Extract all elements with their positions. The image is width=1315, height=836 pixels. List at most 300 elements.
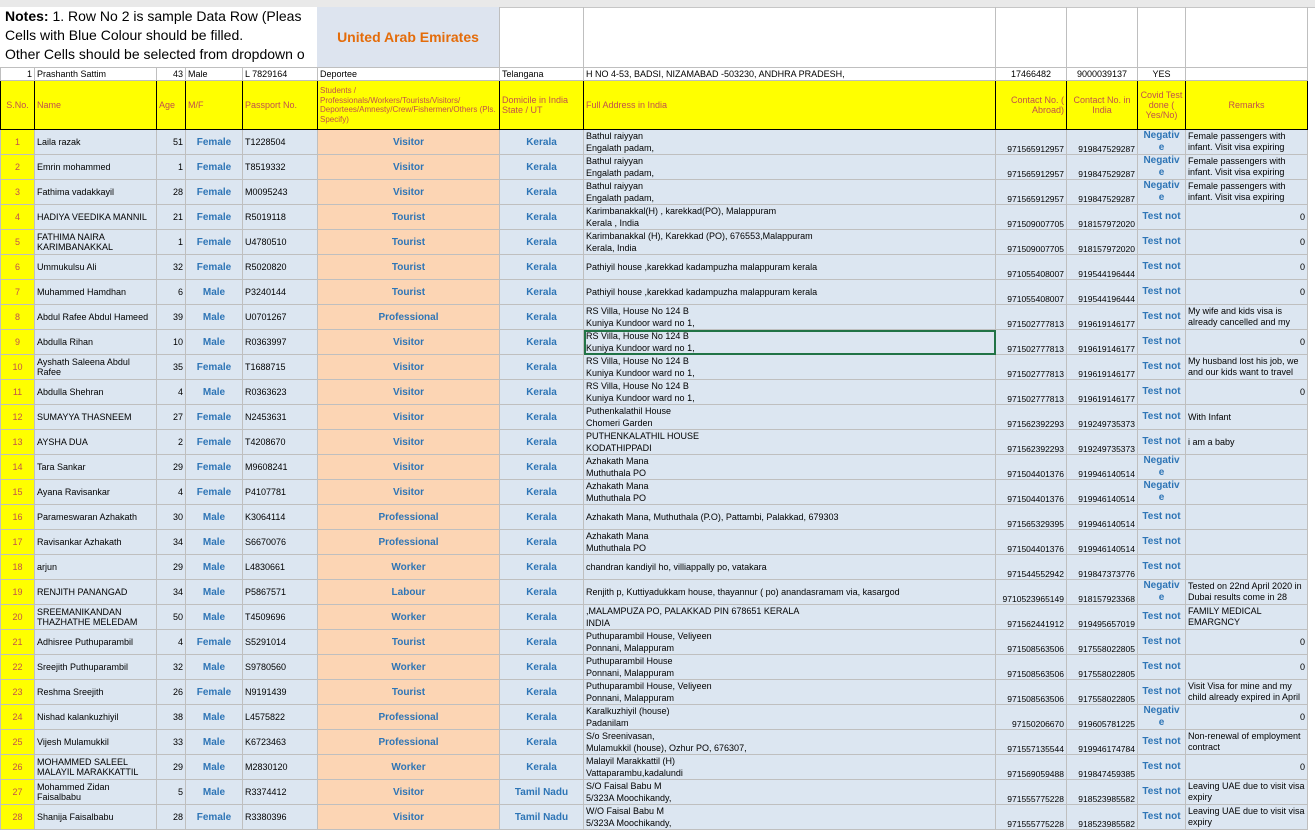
cell-address[interactable]: Puthenkalathil House Chomeri Garden [584, 405, 996, 430]
cell-remarks[interactable]: 0 [1186, 630, 1308, 655]
cell-contact-india[interactable]: 919946140514 [1067, 480, 1138, 505]
cell-age[interactable]: 29 [157, 755, 186, 780]
cell-sno[interactable]: 1 [1, 130, 35, 155]
cell-address[interactable]: S/O Faisal Babu M 5/323A Moochikandy, [584, 780, 996, 805]
cell-domicile[interactable]: Kerala [500, 730, 584, 755]
cell-sno[interactable]: 26 [1, 755, 35, 780]
cell-gender[interactable]: Male [186, 330, 243, 355]
sample-remarks[interactable] [1186, 68, 1308, 81]
header-name[interactable]: Name [35, 81, 157, 130]
cell-domicile[interactable]: Kerala [500, 330, 584, 355]
cell-contact-india[interactable]: 918157923368 [1067, 580, 1138, 605]
cell-domicile[interactable]: Kerala [500, 505, 584, 530]
cell-name[interactable]: SREEMANIKANDAN THAZHATHE MELEDAM [35, 605, 157, 630]
cell-contact-abroad[interactable]: 971504401376 [996, 530, 1067, 555]
cell-name[interactable]: Reshma Sreejith [35, 680, 157, 705]
cell-age[interactable]: 50 [157, 605, 186, 630]
cell-address[interactable]: Puthuparambil House, Veliyeen Ponnani, Malappuram [584, 680, 996, 705]
cell-contact-abroad[interactable]: 971502777813 [996, 330, 1067, 355]
cell-age[interactable]: 28 [157, 180, 186, 205]
cell-covid[interactable]: Negativ e [1138, 705, 1186, 730]
cell-category[interactable]: Tourist [318, 205, 500, 230]
cell-contact-abroad[interactable]: 971565912957 [996, 180, 1067, 205]
cell-domicile[interactable]: Kerala [500, 705, 584, 730]
cell-covid[interactable]: Test not [1138, 605, 1186, 630]
cell-covid[interactable]: Test not [1138, 655, 1186, 680]
cell-contact-abroad[interactable]: 971562441912 [996, 605, 1067, 630]
cell-passport[interactable]: N2453631 [243, 405, 318, 430]
cell-domicile[interactable]: Kerala [500, 755, 584, 780]
cell-name[interactable]: Abdulla Rihan [35, 330, 157, 355]
cell-age[interactable]: 33 [157, 730, 186, 755]
cell-passport[interactable]: T4208670 [243, 430, 318, 455]
cell-gender[interactable]: Female [186, 805, 243, 830]
cell-domicile[interactable]: Kerala [500, 580, 584, 605]
cell-contact-abroad[interactable]: 971555775228 [996, 780, 1067, 805]
cell-contact-abroad[interactable]: 971565912957 [996, 155, 1067, 180]
cell-category[interactable]: Tourist [318, 630, 500, 655]
cell-age[interactable]: 35 [157, 355, 186, 380]
sample-passport[interactable]: L 7829164 [243, 68, 318, 81]
cell-sno[interactable]: 6 [1, 255, 35, 280]
cell-passport[interactable]: R3380396 [243, 805, 318, 830]
cell-gender[interactable]: Female [186, 255, 243, 280]
cell-remarks[interactable]: i am a baby [1186, 430, 1308, 455]
header-covid[interactable]: Covid Test done ( Yes/No) [1138, 81, 1186, 130]
cell-category[interactable]: Visitor [318, 155, 500, 180]
cell-remarks[interactable] [1186, 505, 1308, 530]
cell-passport[interactable]: K3064114 [243, 505, 318, 530]
cell-covid[interactable]: Negativ e [1138, 180, 1186, 205]
cell-covid[interactable]: Test not [1138, 305, 1186, 330]
cell-name[interactable]: Sreejith Puthuparambil [35, 655, 157, 680]
cell-gender[interactable]: Male [186, 655, 243, 680]
cell-age[interactable]: 38 [157, 705, 186, 730]
cell-gender[interactable]: Female [186, 455, 243, 480]
cell-remarks[interactable]: 0 [1186, 205, 1308, 230]
cell-remarks[interactable]: My husband lost his job, we and our kids want to travel [1186, 355, 1308, 380]
cell-covid[interactable]: Test not [1138, 505, 1186, 530]
cell-domicile[interactable]: Kerala [500, 280, 584, 305]
sample-name[interactable]: Prashanth Sattim [35, 68, 157, 81]
cell-gender[interactable]: Male [186, 305, 243, 330]
cell-category[interactable]: Worker [318, 755, 500, 780]
cell-address[interactable]: Azhakath Mana, Muthuthala (P.O), Pattambi, Palakkad, 679303 [584, 505, 996, 530]
cell-contact-india[interactable]: 917558022805 [1067, 655, 1138, 680]
cell-contact-abroad[interactable]: 971504401376 [996, 480, 1067, 505]
cell-contact-abroad[interactable]: 971555775228 [996, 805, 1067, 830]
cell-sno[interactable]: 20 [1, 605, 35, 630]
cell-remarks[interactable]: 0 [1186, 330, 1308, 355]
empty-top-cell[interactable] [1137, 7, 1186, 67]
cell-name[interactable]: Ummukulsu Ali [35, 255, 157, 280]
cell-contact-abroad[interactable]: 971055408007 [996, 280, 1067, 305]
cell-name[interactable]: MOHAMMED SALEEL MALAYIL MARAKKATTIL [35, 755, 157, 780]
cell-remarks[interactable]: 0 [1186, 705, 1308, 730]
cell-covid[interactable]: Negativ e [1138, 455, 1186, 480]
cell-passport[interactable]: R0363997 [243, 330, 318, 355]
cell-category[interactable]: Visitor [318, 355, 500, 380]
cell-contact-abroad[interactable]: 971509007705 [996, 205, 1067, 230]
cell-domicile[interactable]: Kerala [500, 480, 584, 505]
cell-age[interactable]: 51 [157, 130, 186, 155]
cell-domicile[interactable]: Kerala [500, 180, 584, 205]
cell-category[interactable]: Visitor [318, 455, 500, 480]
cell-sno[interactable]: 18 [1, 555, 35, 580]
cell-age[interactable]: 5 [157, 780, 186, 805]
cell-passport[interactable]: S5291014 [243, 630, 318, 655]
sample-covid[interactable]: YES [1138, 68, 1186, 81]
cell-remarks[interactable] [1186, 455, 1308, 480]
cell-domicile[interactable]: Kerala [500, 455, 584, 480]
cell-domicile[interactable]: Kerala [500, 555, 584, 580]
cell-sno[interactable]: 22 [1, 655, 35, 680]
sample-category[interactable]: Deportee [318, 68, 500, 81]
cell-sno[interactable]: 11 [1, 380, 35, 405]
cell-gender[interactable]: Female [186, 480, 243, 505]
cell-remarks[interactable]: Female passengers with infant. Visit visa expiring [1186, 155, 1308, 180]
cell-covid[interactable]: Test not [1138, 280, 1186, 305]
cell-gender[interactable]: Male [186, 580, 243, 605]
cell-covid[interactable]: Negativ e [1138, 580, 1186, 605]
cell-name[interactable]: Emrin mohammed [35, 155, 157, 180]
cell-passport[interactable]: U0701267 [243, 305, 318, 330]
cell-contact-india[interactable]: 919847529287 [1067, 180, 1138, 205]
cell-sno[interactable]: 25 [1, 730, 35, 755]
cell-contact-abroad[interactable]: 971562392293 [996, 430, 1067, 455]
cell-name[interactable]: Parameswaran Azhakath [35, 505, 157, 530]
cell-age[interactable]: 21 [157, 205, 186, 230]
cell-contact-abroad[interactable]: 971508563506 [996, 630, 1067, 655]
cell-domicile[interactable]: Kerala [500, 380, 584, 405]
header-age[interactable]: Age [157, 81, 186, 130]
cell-covid[interactable]: Test not [1138, 430, 1186, 455]
cell-address[interactable]: RS Villa, House No 124 B Kuniya Kundoor ward no 1, [584, 355, 996, 380]
cell-age[interactable]: 32 [157, 255, 186, 280]
sample-domicile[interactable]: Telangana [500, 68, 584, 81]
cell-address[interactable]: ,MALAMPUZA PO, PALAKKAD PIN 678651 KERALA INDIA [584, 605, 996, 630]
cell-category[interactable]: Visitor [318, 380, 500, 405]
cell-age[interactable]: 4 [157, 480, 186, 505]
cell-covid[interactable]: Negativ e [1138, 480, 1186, 505]
cell-contact-india[interactable]: 919249735373 [1067, 405, 1138, 430]
cell-contact-india[interactable]: 919619146177 [1067, 305, 1138, 330]
cell-age[interactable]: 6 [157, 280, 186, 305]
cell-address[interactable]: Karimbanakkal (H), Karekkad (PO), 676553,Malappuram Kerala, India [584, 230, 996, 255]
cell-sno[interactable]: 13 [1, 430, 35, 455]
cell-contact-abroad[interactable]: 971502777813 [996, 380, 1067, 405]
cell-contact-abroad[interactable]: 971569059488 [996, 755, 1067, 780]
cell-category[interactable]: Professional [318, 705, 500, 730]
cell-gender[interactable]: Male [186, 755, 243, 780]
cell-age[interactable]: 29 [157, 455, 186, 480]
cell-gender[interactable]: Male [186, 530, 243, 555]
cell-name[interactable]: arjun [35, 555, 157, 580]
cell-contact-india[interactable]: 919847373776 [1067, 555, 1138, 580]
cell-age[interactable]: 27 [157, 405, 186, 430]
cell-passport[interactable]: S6670076 [243, 530, 318, 555]
cell-name[interactable]: RENJITH PANANGAD [35, 580, 157, 605]
cell-contact-india[interactable]: 919619146177 [1067, 355, 1138, 380]
cell-domicile[interactable]: Kerala [500, 230, 584, 255]
cell-passport[interactable]: S9780560 [243, 655, 318, 680]
empty-top-cell[interactable] [1066, 7, 1138, 67]
empty-top-cell[interactable] [499, 7, 584, 67]
cell-contact-abroad[interactable]: 971565912957 [996, 130, 1067, 155]
cell-gender[interactable]: Female [186, 130, 243, 155]
cell-age[interactable]: 4 [157, 630, 186, 655]
cell-category[interactable]: Professional [318, 530, 500, 555]
cell-gender[interactable]: Female [186, 430, 243, 455]
cell-gender[interactable]: Female [186, 230, 243, 255]
cell-address[interactable]: RS Villa, House No 124 B Kuniya Kundoor ward no 1, [584, 330, 996, 355]
cell-remarks[interactable]: Non-renewal of employment contract [1186, 730, 1308, 755]
cell-contact-india[interactable]: 917558022805 [1067, 630, 1138, 655]
cell-contact-india[interactable]: 919495657019 [1067, 605, 1138, 630]
cell-domicile[interactable]: Kerala [500, 680, 584, 705]
cell-remarks[interactable] [1186, 480, 1308, 505]
cell-domicile[interactable]: Kerala [500, 155, 584, 180]
cell-contact-abroad[interactable]: 971502777813 [996, 305, 1067, 330]
cell-gender[interactable]: Female [186, 355, 243, 380]
cell-covid[interactable]: Test not [1138, 355, 1186, 380]
cell-contact-abroad[interactable]: 971562392293 [996, 405, 1067, 430]
cell-remarks[interactable]: 0 [1186, 380, 1308, 405]
cell-sno[interactable]: 8 [1, 305, 35, 330]
cell-category[interactable]: Professional [318, 505, 500, 530]
cell-contact-abroad[interactable]: 971055408007 [996, 255, 1067, 280]
cell-covid[interactable]: Test not [1138, 230, 1186, 255]
cell-covid[interactable]: Test not [1138, 205, 1186, 230]
cell-age[interactable]: 1 [157, 230, 186, 255]
sample-sno[interactable]: 1 [1, 68, 35, 81]
cell-passport[interactable]: T8519332 [243, 155, 318, 180]
cell-contact-india[interactable]: 919847529287 [1067, 130, 1138, 155]
cell-domicile[interactable]: Tamil Nadu [500, 805, 584, 830]
cell-name[interactable]: Ayana Ravisankar [35, 480, 157, 505]
cell-contact-india[interactable]: 918157972020 [1067, 205, 1138, 230]
cell-sno[interactable]: 3 [1, 180, 35, 205]
cell-covid[interactable]: Test not [1138, 805, 1186, 830]
cell-sno[interactable]: 12 [1, 405, 35, 430]
cell-contact-india[interactable]: 919946174784 [1067, 730, 1138, 755]
cell-contact-abroad[interactable]: 971565329395 [996, 505, 1067, 530]
cell-contact-india[interactable]: 918523985582 [1067, 780, 1138, 805]
cell-gender[interactable]: Male [186, 505, 243, 530]
cell-contact-india[interactable]: 919619146177 [1067, 380, 1138, 405]
cell-sno[interactable]: 15 [1, 480, 35, 505]
cell-passport[interactable]: M2830120 [243, 755, 318, 780]
cell-sno[interactable]: 27 [1, 780, 35, 805]
cell-remarks[interactable]: 0 [1186, 280, 1308, 305]
cell-category[interactable]: Tourist [318, 680, 500, 705]
cell-domicile[interactable]: Kerala [500, 255, 584, 280]
cell-remarks[interactable] [1186, 555, 1308, 580]
header-contact-india[interactable]: Contact No. in India [1067, 81, 1138, 130]
cell-sno[interactable]: 16 [1, 505, 35, 530]
cell-contact-india[interactable]: 919946140514 [1067, 505, 1138, 530]
cell-name[interactable]: Laila razak [35, 130, 157, 155]
cell-contact-india[interactable]: 919847459385 [1067, 755, 1138, 780]
cell-address[interactable]: Pathiyil house ,karekkad kadampuzha malappuram kerala [584, 280, 996, 305]
header-sno[interactable]: S.No. [1, 81, 35, 130]
cell-name[interactable]: SUMAYYA THASNEEM [35, 405, 157, 430]
cell-gender[interactable]: Female [186, 680, 243, 705]
cell-contact-india[interactable]: 917558022805 [1067, 680, 1138, 705]
cell-domicile[interactable]: Kerala [500, 630, 584, 655]
cell-name[interactable]: AYSHA DUA [35, 430, 157, 455]
cell-gender[interactable]: Female [186, 180, 243, 205]
cell-address[interactable]: RS Villa, House No 124 B Kuniya Kundoor ward no 1, [584, 305, 996, 330]
cell-contact-india[interactable]: 919619146177 [1067, 330, 1138, 355]
cell-remarks[interactable]: Visit Visa for mine and my child already expired in April [1186, 680, 1308, 705]
cell-name[interactable]: Abdulla Shehran [35, 380, 157, 405]
cell-name[interactable]: Mohammed Zidan Faisalbabu [35, 780, 157, 805]
cell-remarks[interactable]: 0 [1186, 655, 1308, 680]
cell-passport[interactable]: R0363623 [243, 380, 318, 405]
cell-category[interactable]: Labour [318, 580, 500, 605]
cell-passport[interactable]: R5019118 [243, 205, 318, 230]
cell-age[interactable]: 39 [157, 305, 186, 330]
cell-remarks[interactable]: 0 [1186, 255, 1308, 280]
cell-covid[interactable]: Test not [1138, 730, 1186, 755]
cell-address[interactable]: Karimbanakkal(H) , karekkad(PO), Malappuram Kerala , India [584, 205, 996, 230]
cell-gender[interactable]: Female [186, 405, 243, 430]
cell-covid[interactable]: Negativ e [1138, 155, 1186, 180]
cell-covid[interactable]: Test not [1138, 755, 1186, 780]
cell-covid[interactable]: Test not [1138, 330, 1186, 355]
cell-age[interactable]: 32 [157, 655, 186, 680]
cell-contact-india[interactable]: 919544196444 [1067, 255, 1138, 280]
header-gender[interactable]: M/F [186, 81, 243, 130]
cell-address[interactable]: Azhakath Mana Muthuthala PO [584, 480, 996, 505]
cell-name[interactable]: Shanija Faisalbabu [35, 805, 157, 830]
cell-category[interactable]: Visitor [318, 780, 500, 805]
cell-contact-india[interactable]: 919544196444 [1067, 280, 1138, 305]
cell-category[interactable]: Tourist [318, 280, 500, 305]
cell-contact-abroad[interactable]: 971502777813 [996, 355, 1067, 380]
cell-name[interactable]: FATHIMA NAIRA KARIMBANAKKAL [35, 230, 157, 255]
cell-name[interactable]: Nishad kalankuzhiyil [35, 705, 157, 730]
cell-remarks[interactable] [1186, 530, 1308, 555]
cell-address[interactable]: Bathul raiyyan Engalath padam, [584, 130, 996, 155]
cell-covid[interactable]: Test not [1138, 780, 1186, 805]
cell-name[interactable]: Adhisree Puthuparambil [35, 630, 157, 655]
cell-sno[interactable]: 4 [1, 205, 35, 230]
cell-passport[interactable]: T4509696 [243, 605, 318, 630]
cell-age[interactable]: 29 [157, 555, 186, 580]
cell-covid[interactable]: Test not [1138, 255, 1186, 280]
cell-age[interactable]: 34 [157, 530, 186, 555]
cell-contact-india[interactable]: 919946140514 [1067, 530, 1138, 555]
cell-address[interactable]: W/O Faisal Babu M 5/323A Moochikandy, [584, 805, 996, 830]
cell-remarks[interactable]: Leaving UAE due to visit visa expiry [1186, 805, 1308, 830]
cell-name[interactable]: Ayshath Saleena Abdul Rafee [35, 355, 157, 380]
cell-gender[interactable]: Male [186, 780, 243, 805]
cell-age[interactable]: 1 [157, 155, 186, 180]
cell-age[interactable]: 34 [157, 580, 186, 605]
empty-top-cell[interactable] [583, 7, 996, 67]
cell-age[interactable]: 4 [157, 380, 186, 405]
cell-address[interactable]: S/o Sreenivasan, Mulamukkil (house), Ozhur PO, 676307, [584, 730, 996, 755]
cell-domicile[interactable]: Kerala [500, 430, 584, 455]
empty-top-cell[interactable] [1185, 7, 1308, 67]
cell-category[interactable]: Visitor [318, 180, 500, 205]
cell-domicile[interactable]: Kerala [500, 530, 584, 555]
cell-address[interactable]: RS Villa, House No 124 B Kuniya Kundoor ward no 1, [584, 380, 996, 405]
cell-category[interactable]: Visitor [318, 480, 500, 505]
cell-gender[interactable]: Male [186, 280, 243, 305]
cell-name[interactable]: Tara Sankar [35, 455, 157, 480]
cell-address[interactable]: chandran kandiyil ho, villiappally po, vatakara [584, 555, 996, 580]
cell-covid[interactable]: Test not [1138, 555, 1186, 580]
cell-remarks[interactable]: Female passengers with infant. Visit visa expiring [1186, 180, 1308, 205]
cell-domicile[interactable]: Kerala [500, 605, 584, 630]
cell-remarks[interactable]: FAMILY MEDICAL EMARGNCY [1186, 605, 1308, 630]
cell-sno[interactable]: 7 [1, 280, 35, 305]
cell-sno[interactable]: 24 [1, 705, 35, 730]
cell-passport[interactable]: P4107781 [243, 480, 318, 505]
cell-category[interactable]: Tourist [318, 230, 500, 255]
cell-contact-india[interactable]: 919946140514 [1067, 455, 1138, 480]
cell-address[interactable]: Puthuparambil House Ponnani, Malappuram [584, 655, 996, 680]
cell-contact-india[interactable]: 919249735373 [1067, 430, 1138, 455]
cell-address[interactable]: Pathiyil house ,karekkad kadampuzha malappuram kerala [584, 255, 996, 280]
cell-category[interactable]: Worker [318, 655, 500, 680]
cell-remarks[interactable]: Female passengers with infant. Visit visa expiring [1186, 130, 1308, 155]
cell-contact-abroad[interactable]: 971557135544 [996, 730, 1067, 755]
cell-name[interactable]: Muhammed Hamdhan [35, 280, 157, 305]
cell-contact-india[interactable]: 919847529287 [1067, 155, 1138, 180]
cell-address[interactable]: Azhakath Mana Muthuthala PO [584, 455, 996, 480]
cell-category[interactable]: Professional [318, 305, 500, 330]
cell-contact-india[interactable]: 918157972020 [1067, 230, 1138, 255]
cell-sno[interactable]: 17 [1, 530, 35, 555]
cell-contact-abroad[interactable]: 971544552942 [996, 555, 1067, 580]
cell-domicile[interactable]: Kerala [500, 130, 584, 155]
cell-contact-abroad[interactable]: 971508563506 [996, 680, 1067, 705]
cell-category[interactable]: Professional [318, 730, 500, 755]
cell-passport[interactable]: K6723463 [243, 730, 318, 755]
cell-contact-abroad[interactable]: 971504401376 [996, 455, 1067, 480]
cell-covid[interactable]: Test not [1138, 530, 1186, 555]
cell-category[interactable]: Visitor [318, 405, 500, 430]
cell-gender[interactable]: Male [186, 730, 243, 755]
cell-remarks[interactable]: With Infant [1186, 405, 1308, 430]
cell-remarks[interactable]: 0 [1186, 230, 1308, 255]
cell-contact-abroad[interactable]: 97150206670 [996, 705, 1067, 730]
cell-domicile[interactable]: Kerala [500, 205, 584, 230]
cell-domicile[interactable]: Kerala [500, 405, 584, 430]
cell-gender[interactable]: Female [186, 205, 243, 230]
cell-gender[interactable]: Male [186, 380, 243, 405]
cell-passport[interactable]: P3240144 [243, 280, 318, 305]
cell-covid[interactable]: Test not [1138, 380, 1186, 405]
header-category[interactable]: Students / Professionals/Workers/Tourists/Visitors/ Deportees/Amnesty/Crew/Fishermen/Others (Pls. Specify) [318, 81, 500, 130]
cell-sno[interactable]: 5 [1, 230, 35, 255]
cell-contact-india[interactable]: 918523985582 [1067, 805, 1138, 830]
sample-contact-india[interactable]: 9000039137 [1067, 68, 1138, 81]
cell-address[interactable]: Bathul raiyyan Engalath padam, [584, 180, 996, 205]
cell-passport[interactable]: R5020820 [243, 255, 318, 280]
cell-category[interactable]: Visitor [318, 130, 500, 155]
cell-address[interactable]: Renjith p, Kuttiyadukkam house, thayannur ( po) anandasramam via, kasargod [584, 580, 996, 605]
cell-remarks[interactable]: 0 [1186, 755, 1308, 780]
cell-sno[interactable]: 10 [1, 355, 35, 380]
cell-passport[interactable]: T1688715 [243, 355, 318, 380]
cell-sno[interactable]: 21 [1, 630, 35, 655]
cell-category[interactable]: Worker [318, 605, 500, 630]
